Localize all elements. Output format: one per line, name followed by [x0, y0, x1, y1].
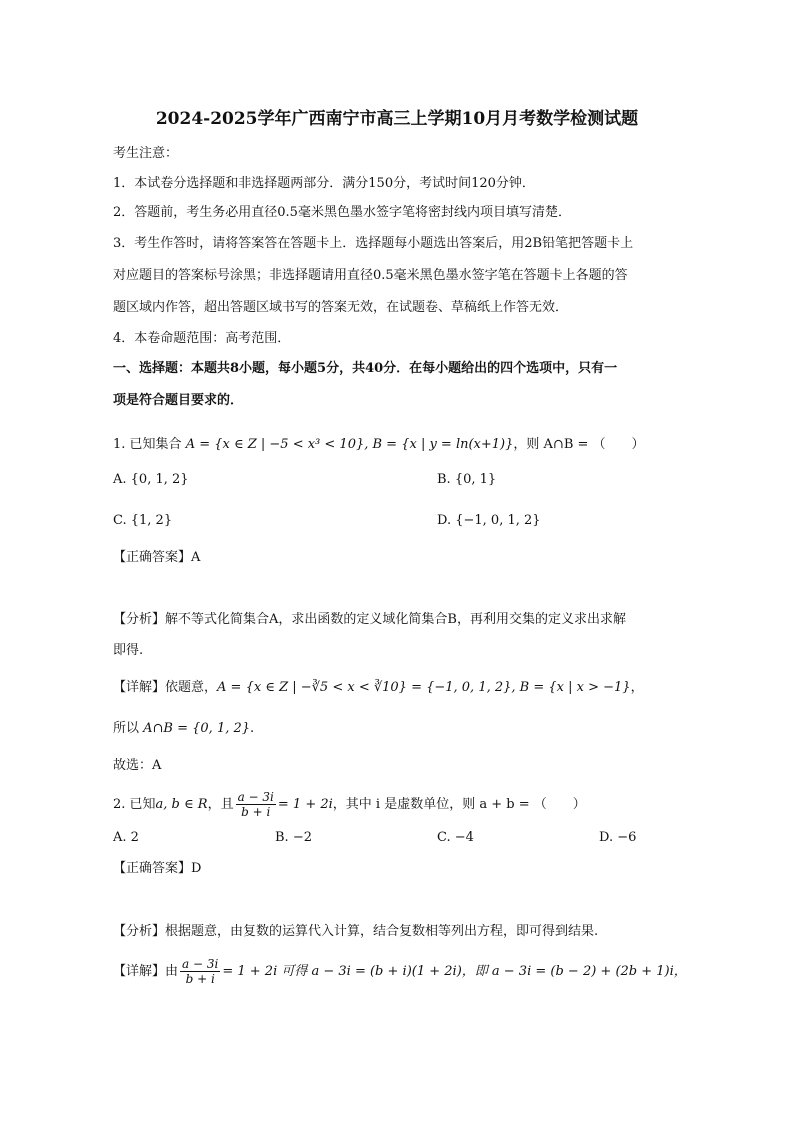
- page-title: 2024-2025学年广西南宁市高三上学期10月月考数学检测试题: [155, 109, 639, 129]
- question-1-suffix: ，则 A∩B = （ ）: [513, 437, 645, 452]
- section-heading: 一、选择题：本题共8小题，每小题5分，共40分．在每小题给出的四个选项中，只有一: [113, 361, 618, 376]
- answer-label: 【正确答案】: [113, 861, 192, 876]
- analysis-label: 【分析】: [113, 612, 166, 627]
- answer-label: 【正确答案】: [113, 550, 192, 565]
- question-1-option-c: C. {1, 2}: [113, 513, 173, 528]
- question-2-fraction: [236, 790, 276, 819]
- question-2-option-b: B. −2: [275, 830, 312, 845]
- answer-value: D: [191, 861, 202, 876]
- question-2-answer: [113, 859, 201, 879]
- question-2-stem: [113, 790, 586, 819]
- detail-label: 【详解】: [113, 964, 166, 979]
- section-heading-cont: 项是符合题目要求的．: [113, 393, 244, 408]
- question-2-detail: [113, 957, 687, 986]
- question-1-option-b: B. {0, 1}: [437, 472, 497, 487]
- notice-item-3-cont-1: 对应题目的答案标号涂黑；非选择题请用直径0.5毫米黑色墨水签字笔在答题卡上各题的答: [113, 268, 628, 283]
- notice-item-3-cont-2: 题区域内作答，超出答题区域书写的答案无效，在试题卷、草稿纸上作答无效．: [113, 300, 569, 315]
- question-2-cond: a, b ∈ R: [155, 797, 208, 812]
- analysis-text: 根据题意，由复数的运算代入计算，结合复数相等列出方程，即可得到结果.: [165, 924, 599, 939]
- question-2-rest: ，其中 i 是虚数单位，则 a + b = （ ）: [332, 797, 586, 812]
- question-1-option-d: D. {−1, 0, 1, 2}: [437, 513, 541, 528]
- question-2-analysis: [113, 922, 598, 942]
- analysis-text: 解不等式化简集合A，求出函数的定义域化简集合B，再利用交集的定义求出求解: [165, 612, 626, 627]
- question-2-option-d: D. −6: [599, 830, 637, 845]
- question-2-eq: = 1 + 2i: [277, 797, 333, 812]
- detail-math: A = {x ∈ Z | −∛5 < x < ∛10} = {−1, 0, 1, 2}, B = {x | x > −1}: [217, 680, 631, 695]
- question-1-analysis: [113, 610, 626, 630]
- question-1-set-a: A = {x ∈ Z | −5 < x³ < 10}: [185, 437, 365, 452]
- detail-end: ，: [630, 680, 644, 695]
- notice-item-4: 4．本卷命题范围：高考范围．: [113, 331, 291, 346]
- so-math: A∩B = {0, 1, 2}: [143, 721, 251, 736]
- question-2-prefix: 2. 已知: [113, 797, 156, 812]
- detail-eq: = 1 + 2i 可得 a − 3i = (b + i)(1 + 2i)，即 a − 3i = (b − 2) + (2b + 1)i，: [222, 964, 687, 979]
- question-1-detail: [113, 678, 644, 698]
- question-1-prefix: 1. 已知集合: [113, 437, 182, 452]
- notice-heading: 考生注意：: [113, 146, 179, 161]
- detail-fraction: [180, 957, 220, 986]
- question-1-analysis-cont: 即得.: [113, 643, 144, 658]
- so-pre: 所以: [113, 721, 144, 736]
- analysis-label: 【分析】: [113, 924, 166, 939]
- detail-pre: 由: [165, 964, 179, 979]
- fraction-numerator: a − 3i: [182, 957, 219, 971]
- question-1-conclusion: 故选：A: [113, 758, 162, 773]
- question-1-option-a: A. {0, 1, 2}: [113, 472, 189, 487]
- question-1-so: [113, 719, 254, 739]
- notice-item-2: 2．答题前，考生务必用直径0.5毫米黑色墨水签字笔将密封线内项目填写清楚．: [113, 205, 571, 220]
- so-end: .: [250, 721, 255, 736]
- detail-pre: 依题意，: [165, 680, 218, 695]
- answer-value: A: [191, 550, 201, 565]
- detail-label: 【详解】: [113, 680, 166, 695]
- fraction-denominator: b + i: [185, 972, 215, 986]
- question-1-answer: [113, 548, 200, 568]
- fraction-denominator: b + i: [241, 805, 271, 819]
- fraction-numerator: a − 3i: [237, 790, 274, 804]
- question-2-option-a: A. 2: [113, 830, 139, 845]
- question-1-stem: [113, 435, 645, 455]
- notice-item-1: 1．本试卷分选择题和非选择题两部分．满分150分，考试时间120分钟．: [113, 176, 535, 191]
- question-2-mid: ，且: [207, 797, 234, 812]
- question-1-set-b: , B = {x | y = ln(x+1)}: [364, 437, 514, 452]
- notice-item-3: 3．考生作答时，请将答案答在答题卡上．选择题每小题选出答案后，用2B铅笔把答题卡上: [113, 236, 634, 251]
- question-2-option-c: C. −4: [437, 830, 474, 845]
